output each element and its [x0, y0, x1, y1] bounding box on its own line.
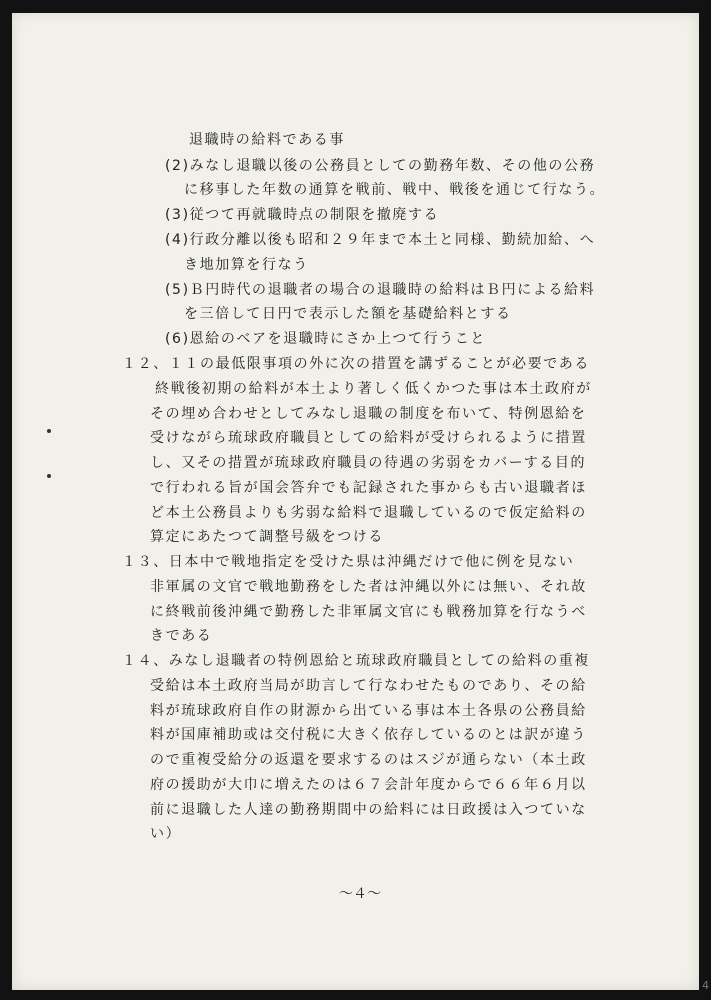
text-line: を三倍して日円で表示した額を基礎給料とする: [184, 306, 512, 322]
text-line: 前に退職した人達の勤務期間中の給料には日政援は入つていな: [150, 802, 587, 818]
text-line: その埋め合わせとしてみなし退職の制度を布いて、特例恩給を: [150, 406, 587, 422]
text-line: 終戦後初期の給料が本土より著しく低くかつた事は本土政府が: [155, 381, 592, 397]
text-line: ので重複受給分の返還を要求するのはスジが通らない（本土政: [150, 752, 587, 768]
text-line: ど本土公務員よりも劣弱な給料で退職しているので仮定給料の: [150, 505, 587, 521]
text-line: １４、みなし退職者の特例恩給と琉球政府職員としての給料の重複: [122, 653, 590, 669]
text-line: きである: [150, 628, 213, 644]
text-line: 退職時の給料である事: [189, 132, 345, 148]
text-line: (5)Ｂ円時代の退職者の場合の退職時の給料はＢ円による給料: [165, 282, 596, 298]
corner-page-mark: 4: [702, 979, 709, 992]
text-line: 府の援助が大巾に増えたのは６７会計年度からで６６年６月以: [150, 777, 587, 793]
text-line: 受けながら琉球政府職員としての給料が受けられるように措置: [150, 430, 587, 446]
text-line: し、又その措置が琉球政府職員の待遇の劣弱をカバーする目的: [150, 455, 587, 471]
text-line: い）: [150, 826, 182, 842]
text-line: 算定にあたつて調整号級をつける: [150, 529, 384, 545]
text-line: １２、１１の最低限事項の外に次の措置を講ずることが必要である: [122, 356, 590, 372]
text-line: (3)従つて再就職時点の制限を撤廃する: [165, 207, 440, 223]
text-line: １３、日本中で戦地指定を受けた県は沖縄だけで他に例を見ない: [122, 554, 575, 570]
text-line: 非軍属の文官で戦地勤務をした者は沖縄以外には無い、それ故: [150, 579, 587, 595]
text-line: (2)みなし退職以後の公務員としての勤務年数、その他の公務: [165, 158, 596, 174]
text-line: 料が国庫補助或は交付税に大きく依存しているのとは訳が違う: [150, 727, 587, 743]
punch-hole-mark: [47, 474, 51, 478]
text-line: に終戦前後沖縄で勤務した非軍属文官にも戦務加算を行なうべ: [150, 604, 587, 620]
text-line: き地加算を行なう: [184, 257, 309, 273]
punch-hole-mark: [47, 429, 51, 433]
text-line: 受給は本土政府当局が助言して行なわせたものであり、その給: [150, 678, 587, 694]
page-number: ～４～: [339, 886, 381, 902]
text-line: (4)行政分離以後も昭和２９年まで本土と同様、勤続加給、へ: [165, 232, 596, 248]
text-line: に移事した年数の通算を戦前、戦中、戦後を通じて行なう。: [184, 182, 606, 198]
text-line: (6)恩給のベアを退職時にさか上つて行うこと: [165, 331, 487, 347]
text-line: で行われる旨が国会答弁でも記録された事からも古い退職者ほ: [150, 480, 587, 496]
document-page: [12, 13, 709, 992]
text-line: 料が琉球政府自作の財源から出ている事は本土各県の公務員給: [150, 703, 587, 719]
